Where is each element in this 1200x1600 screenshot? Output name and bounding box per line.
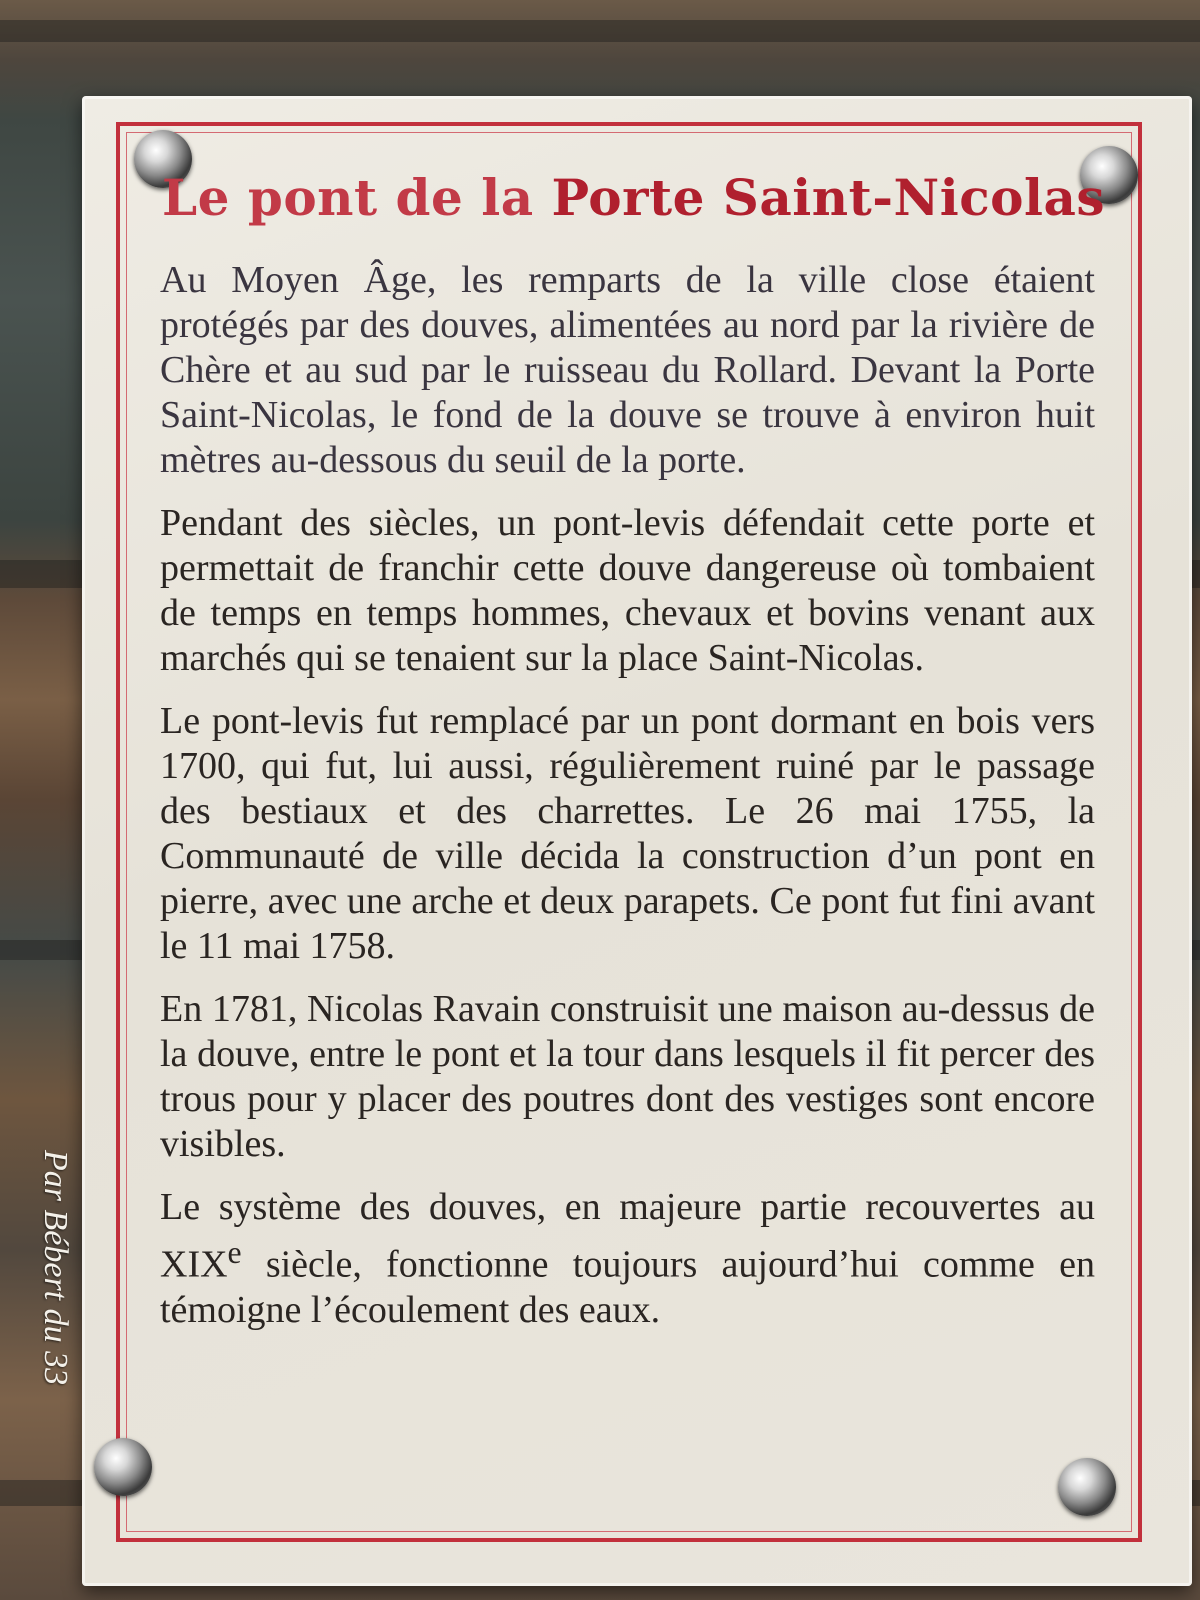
paragraph-systeme-douves bbox=[160, 1185, 1095, 1333]
wall-stone-joint bbox=[0, 20, 1200, 42]
plaque-body bbox=[160, 258, 1095, 1351]
last-paragraph-end: siècle, fonctionne toujours aujourd’hui comme en témoigne l’écoulement des eaux. bbox=[160, 1243, 1095, 1331]
title-part-2: Porte Saint-Nicolas bbox=[551, 168, 1106, 227]
photo-credit-watermark: Par Bébert du 33 bbox=[37, 1150, 74, 1386]
plaque-title bbox=[162, 168, 1106, 227]
paragraph-nicolas-ravain: En 1781, Nicolas Ravain construisit une maison au-dessus de la douve, entre le pont et la tour dans lesquels il fit percer des trous pour y placer des poutres dont des vestiges sont encore visibles. bbox=[160, 988, 1095, 1165]
paragraph-pont-dormant: Le pont-levis fut remplacé par un pont dormant en bois vers 1700, qui fut, lui aussi, régulièrement ruiné par le passage des bestiaux et des charrettes. Le 26 mai 1755, la Communauté de ville décida la construction d’un pont en pierre, avec une arche et deux parapets. Ce pont fut fini avant le 11 mai 1758. bbox=[160, 700, 1095, 967]
paragraph-pont-levis: Pendant des siècles, un pont-levis défendait cette porte et permettait de franchir cette douve dangereuse où tombaient de temps en temps hommes, chevaux et bovins venant aux marchés qui se tenaient sur la place Saint-Nicolas. bbox=[160, 502, 1095, 679]
mounting-screw-icon bbox=[1058, 1458, 1116, 1516]
mounting-screw-icon bbox=[94, 1438, 152, 1496]
title-part-1: Le pont de la bbox=[162, 168, 552, 227]
paragraph-moyen-age: Au Moyen Âge, les remparts de la ville close étaient protégés par des douves, alimentées au nord par la rivière de Chère et au sud par le ruisseau du Rollard. Devant la Porte Saint-Nicolas, le fond de la douve se trouve à environ huit mètres au-dessous du seuil de la porte. bbox=[160, 259, 1095, 481]
century-superscript: e bbox=[227, 1235, 242, 1270]
information-plaque bbox=[82, 96, 1192, 1586]
last-paragraph-start: Le système des douves, en majeure partie recouvertes au XIX bbox=[160, 1186, 1095, 1286]
